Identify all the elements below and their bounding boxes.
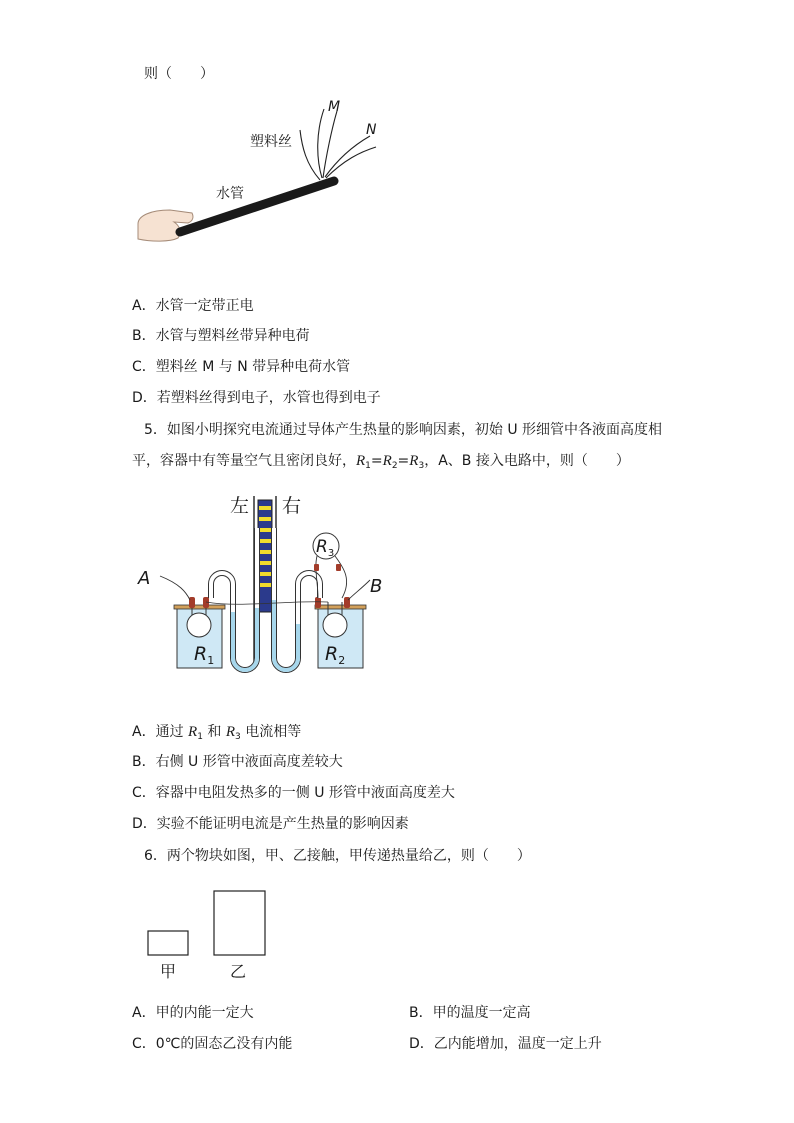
pipe-label: 水管 [216, 186, 244, 202]
q6-option-d: D．乙内能增加，温度一定上升 [409, 1036, 602, 1052]
q4-figure-pipe-plastic [130, 92, 390, 252]
q5-option-c: C．容器中电阻发热多的一侧 U 形管中液面高度差大 [132, 785, 455, 801]
q4-option-b: B．水管与塑料丝带异种电荷 [132, 328, 310, 344]
q5-option-b: B．右侧 U 形管中液面高度差较大 [132, 754, 343, 770]
plastic-strand [325, 136, 370, 177]
q4-stem-tail: 则（ ） [144, 66, 214, 82]
water-pipe [180, 181, 334, 232]
plastic-strand [300, 130, 320, 180]
q5-stem-line2: 平，容器中有等量空气且密闭良好，$R_1=R_2=R_3$，A、B 接入电路中，则（ ） [132, 453, 630, 471]
q4-option-c: C．塑料丝 M 与 N 带异种电荷水管 [132, 359, 351, 375]
plastic-strand [326, 147, 376, 178]
wire-b [348, 580, 370, 600]
q4-option-a: A．水管一定带正电 [132, 298, 254, 314]
q5-stem-line1: 5．如图小明探究电流通过导体产生热量的影响因素，初始 U 形细管中各液面高度相 [144, 422, 663, 438]
q5-option-a: A．通过 $R_1$ 和 $R_3$ 电流相等 [132, 724, 302, 742]
q4-option-d: D．若塑料丝得到电子，水管也得到电子 [132, 390, 381, 406]
n-label: N [366, 122, 377, 138]
r2-label: $R_2$ [325, 643, 346, 667]
hand-illustration [138, 210, 193, 241]
q5-figure-u-tube-apparatus [130, 488, 400, 678]
plastic-strand [323, 111, 337, 178]
terminal-b-label: B [370, 576, 383, 597]
q6-stem: 6．两个物块如图，甲、乙接触，甲传递热量给乙，则（ ） [144, 848, 531, 864]
r3-label: $R_3$ [316, 537, 335, 559]
right-label: 右 [282, 495, 302, 517]
q6-option-b: B．甲的温度一定高 [409, 1005, 531, 1021]
q6-figure-blocks [140, 885, 280, 985]
q5-stem-line2-b: A、B 接入电路中，则（ ） [438, 453, 630, 469]
scale-ruler [258, 500, 272, 612]
r1-label: $R_1$ [194, 643, 215, 667]
plastic-strand [318, 109, 324, 178]
block-jia [148, 931, 188, 955]
left-label: 左 [230, 495, 250, 517]
q5-option-d: D．实验不能证明电流是产生热量的影响因素 [132, 816, 409, 832]
wire-a [160, 576, 190, 600]
block-yi [214, 891, 265, 955]
plastic-label: 塑料丝 [250, 134, 292, 150]
q6-option-a: A．甲的内能一定大 [132, 1005, 254, 1021]
jia-label: 甲 [160, 962, 177, 981]
r2-resistor-bulb [323, 613, 347, 637]
r1-resistor-bulb [187, 613, 211, 637]
q5-stem-line2-a: 平，容器中有等量空气且密闭良好， [132, 453, 356, 469]
yi-label: 乙 [230, 962, 247, 981]
q6-option-c: C．0℃的固态乙没有内能 [132, 1036, 293, 1052]
terminal-a-label: A [138, 568, 151, 589]
m-label: M [328, 99, 341, 115]
